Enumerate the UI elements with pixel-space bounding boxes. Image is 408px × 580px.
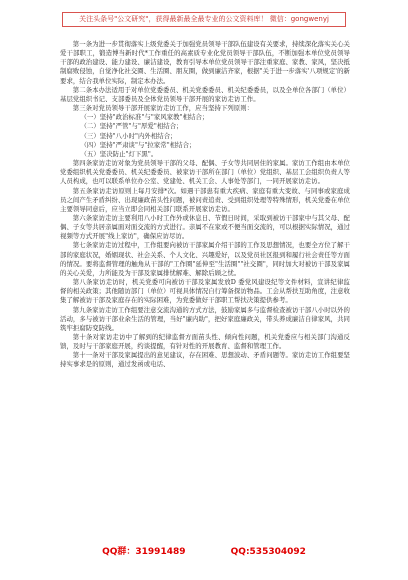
paragraph-9: 第九条家访走访工作组要注意交流沟通的方式方法，鼓励家属多与监督检查被访干部八小时以外的活动，多与被访干部业余生活的管理，当好"廉内助"，把好家庭廉政关，带头养成廉洁自律家风，共同筑牢拒腐防变防线。: [60, 305, 350, 332]
paragraph-11: 第十一条对干部及家属提出的意见建议，存在困难、思想波动、矛盾问题等。家访走访工作组要坚持实事求是的原则，通过发函或电话、: [60, 351, 350, 369]
paragraph-4: 第四条家访走访对象为党员领导干部的父母、配偶、子女等共同居住的家属。家访工作组由本单位党委组织机关党委委员、机关纪委委员、被家访干部所在部门（单位）党组织、基层工会组织负责人等人员构成，也可以联系单位办公室、党建处、机关工会、人事处等部门，一同开展家访走访。: [60, 159, 350, 186]
top-banner: 关注头条号"公文研究"，获得最新最全最专业的公文资料库！ 微信：gongwenyj: [62, 12, 346, 27]
paragraph-5: 第五条家访走访原则上每月安排*次。如遇干部患有重大疾病、家庭有重大变故、与同事或家庭成员之间产生矛盾纠纷、出现廉政苗头性问题，被问责追责、受到组织处理等特殊情形，机关党委在单位主要领导同意后，应当立即会同相关部门联系开展家访走访。: [60, 186, 350, 213]
paragraph-1: 第一条为进一步贯彻落实上级党委关于加强党员领导干部队伍建设有关要求，持续深化落实关心关爱干部职工，锻造博当新时代*工作重任的高素质专业化党员领导干部队伍，不断加强本单位党员领导干部的政治建设、能力建设、廉洁建设，教育引导本单位党员领导干部注重家庭、家教、家风，坚决抵制腐败侵蚀，自觉净化社交圈、生活圈、朋友圈，做到廉洁齐家，根据"关于进一步落实'八项规定'的新要求，结合我单位实际，制定本办法。: [60, 40, 350, 85]
principle-item: （一）坚持"政治标准"与"家风家教"相结合；: [80, 113, 209, 122]
document-body: [60, 40, 350, 370]
principle-item: （五）坚决防止"灯下黑"。: [80, 149, 158, 158]
qq-group-text: QQ群：31991489: [102, 547, 186, 557]
footer-contact: [0, 544, 408, 557]
paragraph-7: 第七条家访走访过程中，工作组要向被访干部家属介绍干部的工作及思想情况，也要全方位了解干部的家庭状况，婚姻现状、社会关系、个人文化、兴趣爱好，以及党员社区报到和履行社会责任等方面的情况。要将监督管理的触角从干部的"工作圈"延伸至"生活圈""社交圈"，同时加大对被访干部及家属的关心关爱，力所能及为干部及家属排忧解难、解除后顾之忧。: [60, 241, 350, 277]
qq-number-text: QQ:535304092: [230, 547, 306, 557]
principle-item: （三）坚持"八小时"内外相结合；: [80, 131, 177, 140]
paragraph-6: 第六条家访走访主要利用八小时工作外或休息日、节假日时间，采取到被访干部家中与其父母、配偶、子女等共居亲属面对面交流的方式进行。亲属不在家或不便当面交流的，可以根据实际情况，通过视频等方式开展"线上家访"，确保应访尽访。: [60, 213, 350, 241]
paragraph-10: 第十条对家访走访中了解到的纪律监督方面苗头性、倾向性问题，机关党委应与相关部门沟通反馈，及时与干部家庭开展，约谈提醒，有针对性的开展教育、监督和管理工作。: [60, 333, 350, 351]
principle-item: （四）坚持"严肃谈"与"拉家常"相结合；: [80, 140, 196, 149]
principle-item: （二）坚持"严管"与"厚爱"相结合；: [80, 122, 183, 131]
paragraph-3: 第三条对党员领导干部开展家访走访工作，应当坚持下列原则：: [72, 104, 254, 113]
paragraph-8: 第八条家访走访时，机关党委可向被访干部及家属发放D 委党风建设纪等文件材料，宣讲纪律监督的相关政策；其他随访部门（单位）可视具体情况自行筹备探访物品。工会从帮扶互助角度，注意收集了解被访干部及家庭存在的实际困难，为党委做好干部职工帮扶决策提供参考。: [60, 278, 350, 305]
paragraph-2: 第二条本办法适用于对单位党委委员、机关党委委员、机关纪委委员，以及全单位各部门（单位）基层党组织书记、支部委员及全体党员领导干部开展的家访走访工作。: [60, 85, 350, 103]
